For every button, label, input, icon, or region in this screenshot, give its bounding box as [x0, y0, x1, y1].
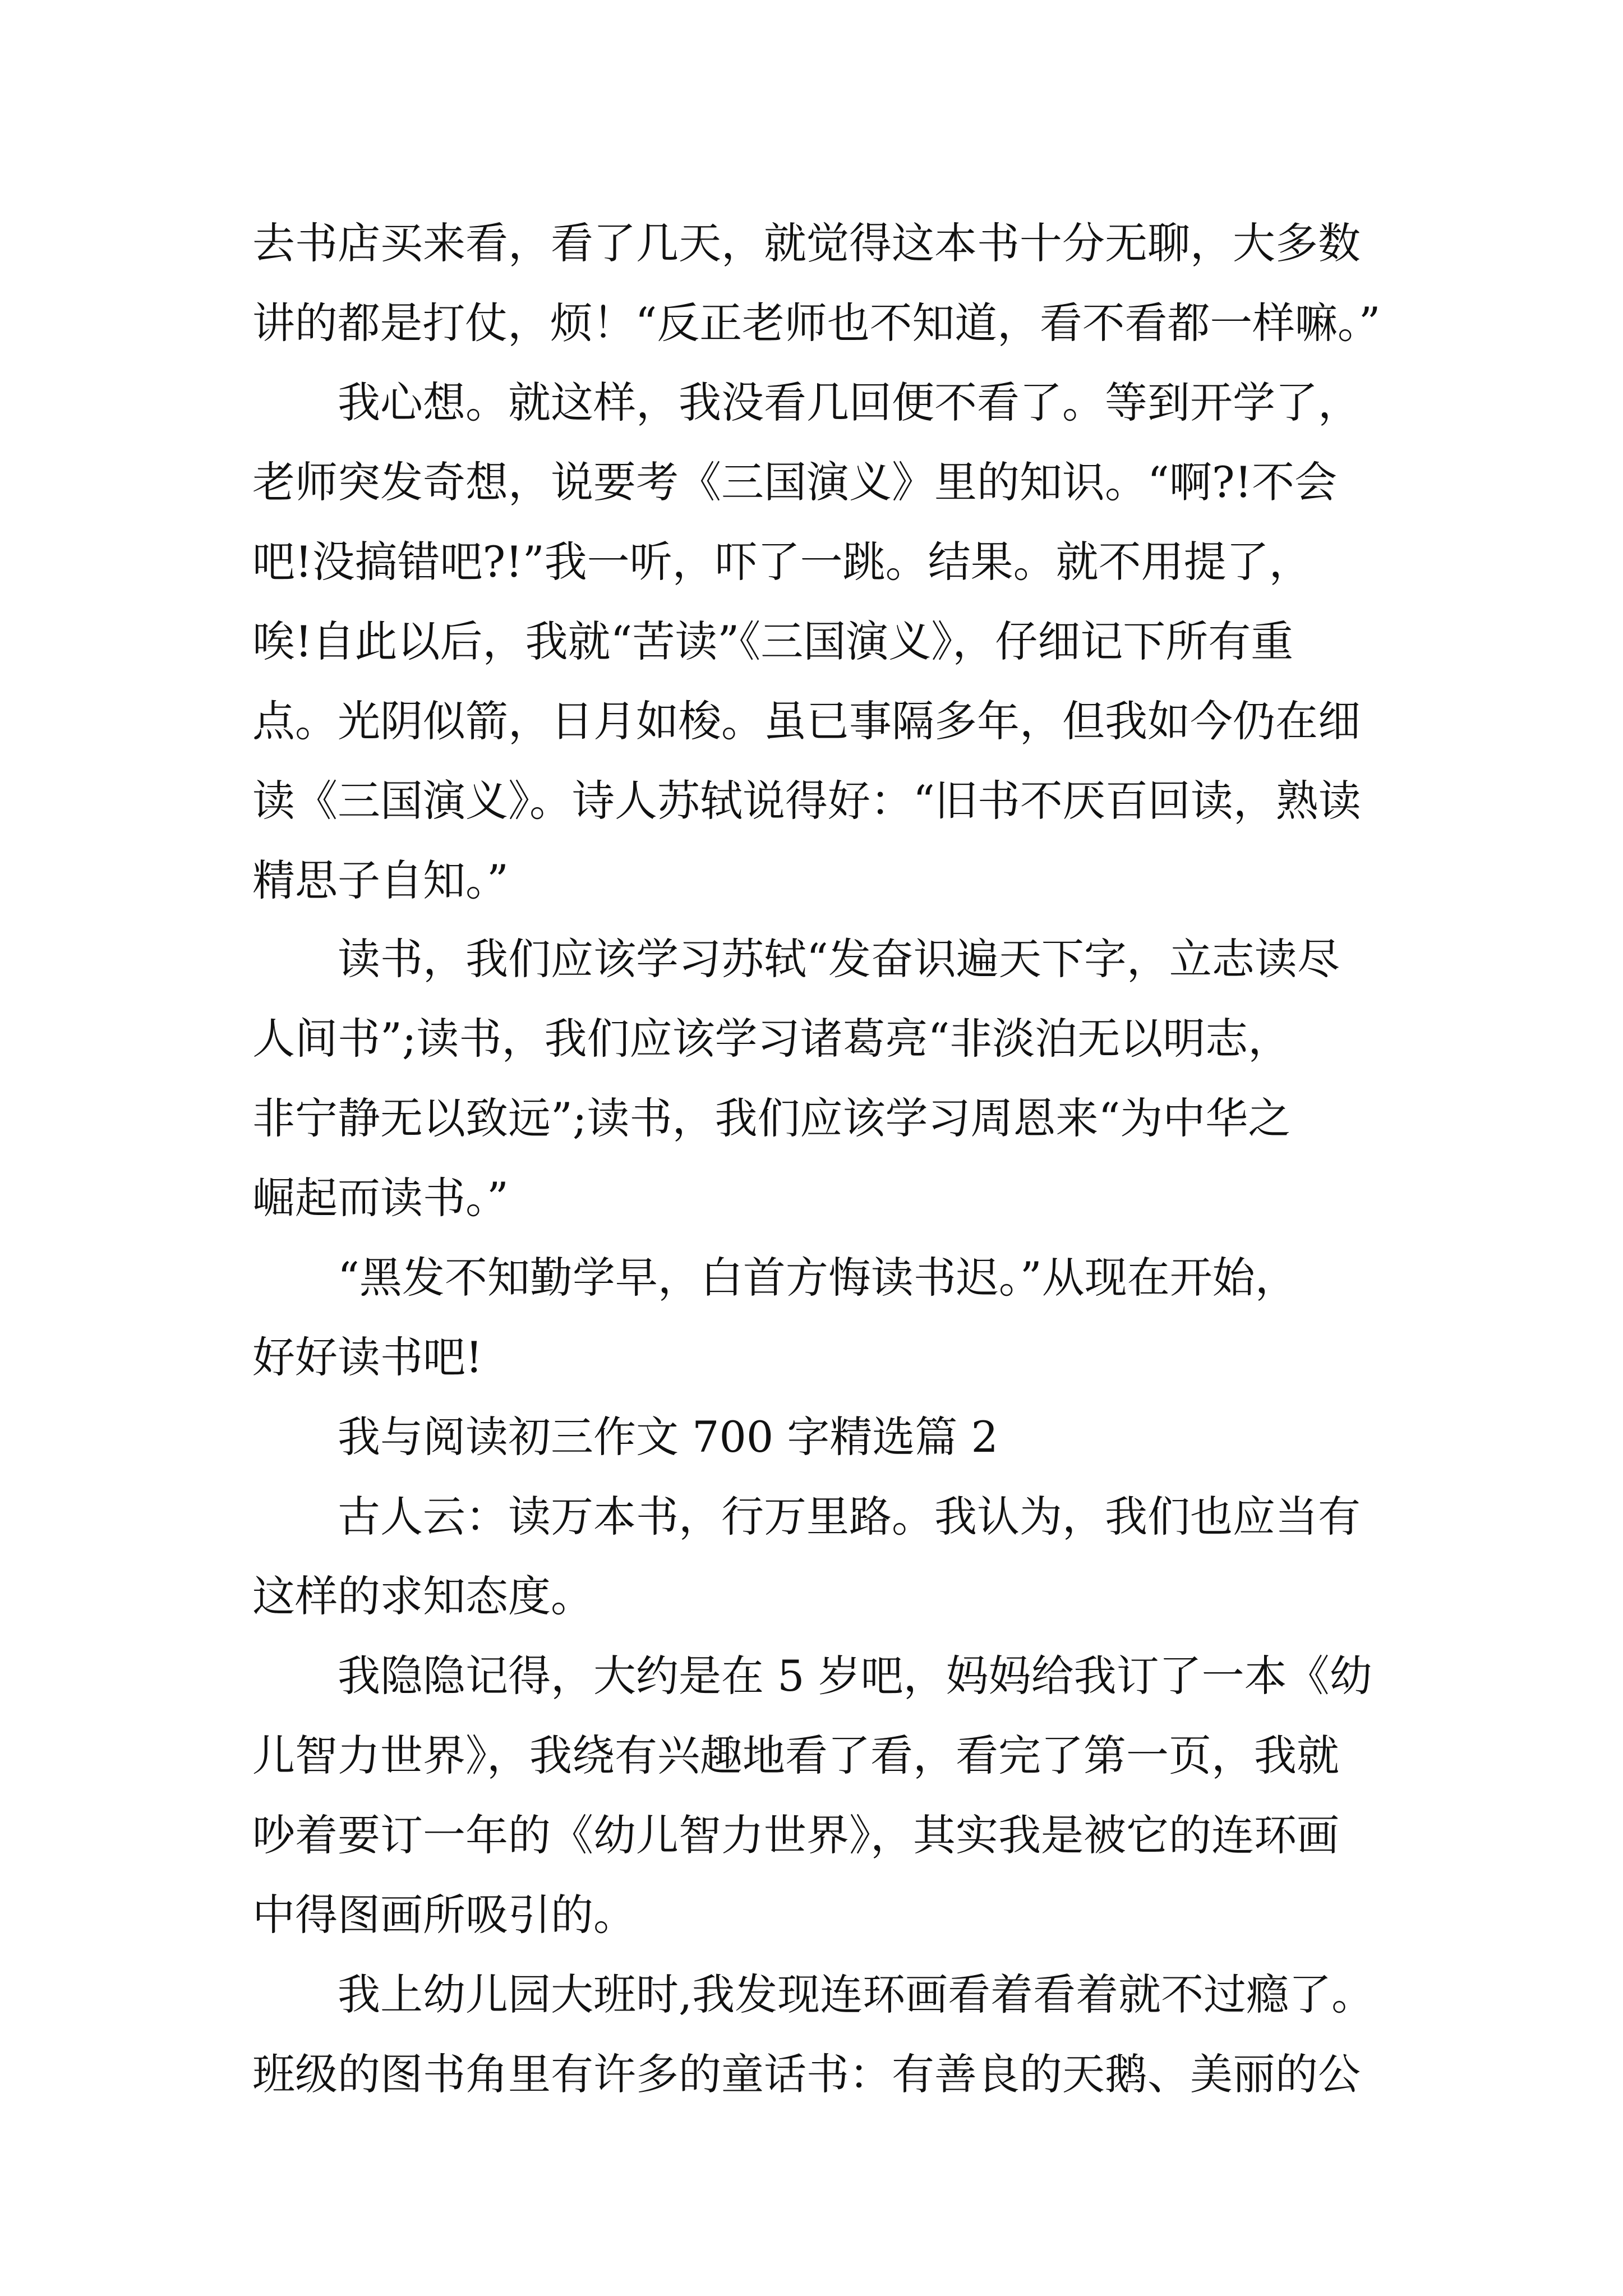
text-line: 点。光阴似箭，日月如梭。虽已事隔多年，但我如今仍在细: [252, 696, 1361, 746]
text-line: 班级的图书角里有许多的童话书：有善良的天鹅、美丽的公: [252, 2049, 1361, 2099]
text-line: 崛起而读书。”: [252, 1173, 509, 1223]
text-line: 我隐隐记得，大约是在 5 岁吧，妈妈给我订了一本《幼: [338, 1651, 1372, 1701]
text-line: 儿智力世界》，我绕有兴趣地看了看，看完了第一页，我就: [252, 1731, 1339, 1780]
text-line: 吵着要订一年的《幼儿智力世界》，其实我是被它的连环画: [252, 1810, 1339, 1860]
text-line: 老师突发奇想，说要考《三国演义》里的知识。“啊?!不会: [252, 457, 1338, 507]
text-line: 吧!没搞错吧?!”我一听，吓了一跳。结果。就不用提了，: [252, 537, 1312, 587]
text-line: 我上幼儿园大班时,我发现连环画看着看着就不过瘾了。: [338, 1970, 1375, 2019]
text-line: 非宁静无以致远”;读书，我们应该学习周恩来“为中华之: [252, 1093, 1291, 1143]
text-line: 人间书”;读书，我们应该学习诸葛亮“非淡泊无以明志，: [252, 1014, 1291, 1064]
text-line: 古人云：读万本书，行万里路。我认为，我们也应当有: [338, 1492, 1361, 1542]
text-line: 读《三国演义》。诗人苏轼说得好：“旧书不厌百回读，熟读: [252, 776, 1361, 826]
text-line: 去书店买来看，看了几天，就觉得这本书十分无聊，大多数: [252, 218, 1361, 268]
text-line: 这样的求知态度。: [252, 1571, 593, 1621]
text-line: 好好读书吧!: [252, 1332, 483, 1382]
text-line: 我心想。就这样，我没看几回便不看了。等到开学了，: [338, 378, 1361, 427]
text-line: 唉!自此以后，我就“苦读”《三国演义》，仔细记下所有重: [252, 616, 1294, 666]
text-line: 读书，我们应该学习苏轼“发奋识遍天下字，立志读尽: [338, 934, 1340, 984]
text-line: 中得图画所吸引的。: [252, 1890, 636, 1940]
text-line: 精思子自知。”: [252, 855, 509, 905]
section-heading: 我与阅读初三作文 700 字精选篇 2: [338, 1412, 998, 1462]
text-line: “黑发不知勤学早，白首方悔读书迟。”从现在开始，: [338, 1253, 1298, 1303]
text-line: 讲的都是打仗，烦！“反正老师也不知道，看不看都一样嘛。”: [252, 298, 1381, 348]
